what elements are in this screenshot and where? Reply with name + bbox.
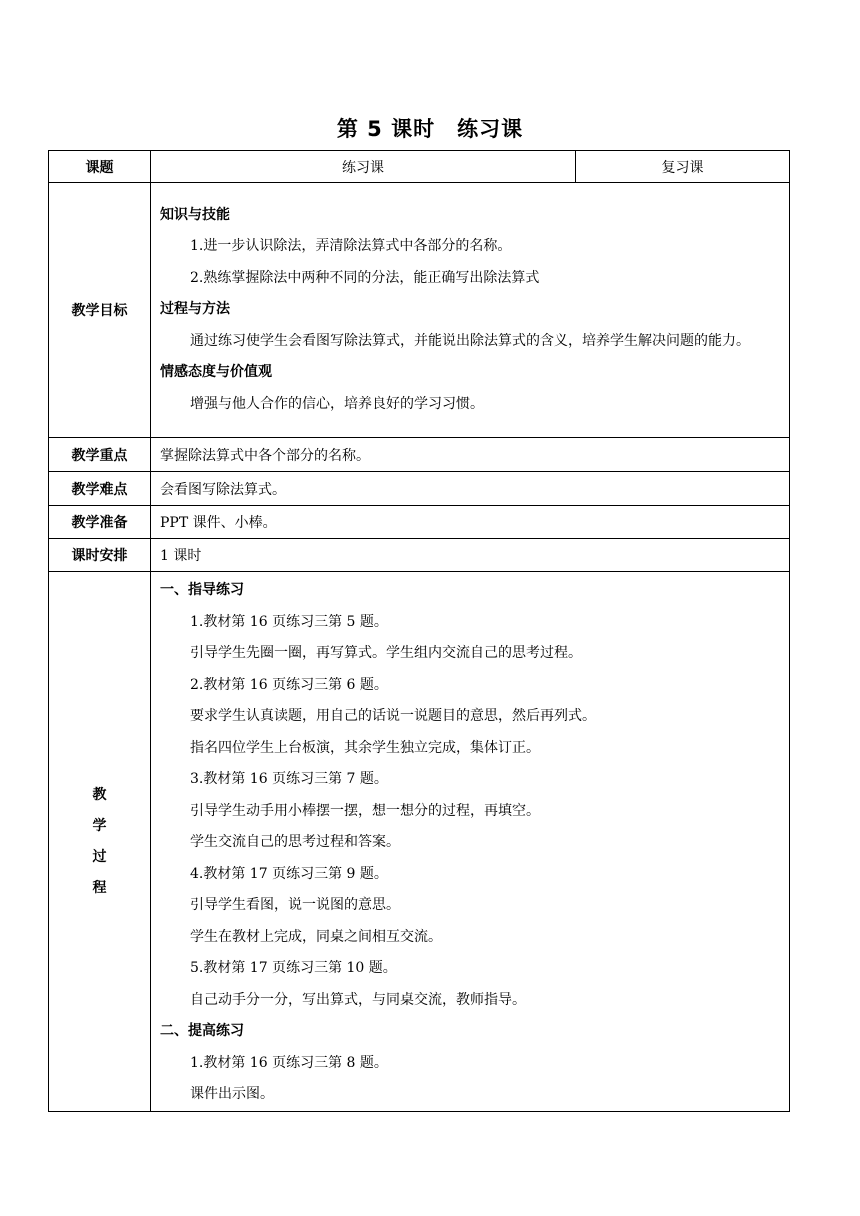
process-line: 引导学生动手用小棒摆一摆，想一想分的过程，再填空。 — [190, 802, 540, 819]
row-schedule — [49, 539, 790, 572]
focus-value: 掌握除法算式中各个部分的名称。 — [151, 438, 790, 472]
goals-heading-knowledge: 知识与技能 — [160, 206, 230, 223]
process-line: 指名四位学生上台板演，其余学生独立完成，集体订正。 — [190, 739, 540, 756]
row-goals — [49, 183, 790, 438]
goals-item-1: 1.进一步认识除法，弄清除法算式中各部分的名称。 — [190, 238, 512, 255]
goals-item-4: 增强与他人合作的信心，培养良好的学习习惯。 — [190, 395, 484, 412]
schedule-label: 课时安排 — [49, 539, 151, 572]
process-content — [151, 572, 790, 1112]
difficulty-value: 会看图写除法算式。 — [151, 472, 790, 506]
process-line: 5.教材第 17 页练习三第 10 题。 — [190, 960, 397, 976]
process-label — [49, 572, 151, 1112]
focus-label: 教学重点 — [49, 438, 151, 472]
process-line: 引导学生先圈一圈，再写算式。学生组内交流自己的思考过程。 — [190, 645, 582, 661]
difficulty-label: 教学难点 — [49, 472, 151, 506]
goals-item-2: 2.熟练掌握除法中两种不同的分法，能正确写出除法算式 — [190, 269, 540, 286]
goals-heading-attitude: 情感态度与价值观 — [160, 364, 272, 381]
process-label-char: 教 — [92, 786, 107, 803]
goals-label: 教学目标 — [49, 183, 151, 438]
process-section-1: 一、指导练习 — [160, 582, 244, 598]
row-difficulty — [49, 472, 790, 506]
process-line: 引导学生看图，说一说图的意思。 — [190, 897, 400, 913]
process-line: 3.教材第 16 页练习三第 7 题。 — [190, 771, 388, 787]
process-line: 1.教材第 16 页练习三第 8 题。 — [190, 1054, 388, 1071]
prep-value: PPT 课件、小棒。 — [151, 506, 790, 539]
goals-item-3: 通过练习使学生会看图写除法算式，并能说出除法算式的含义，培养学生解决问题的能力。 — [190, 332, 750, 349]
process-line: 2.教材第 16 页练习三第 6 题。 — [190, 676, 388, 693]
row-focus — [49, 438, 790, 472]
process-line: 1.教材第 16 页练习三第 5 题。 — [190, 613, 388, 630]
process-label-char: 程 — [92, 879, 107, 896]
goals-heading-process: 过程与方法 — [160, 301, 230, 318]
topic-label: 课题 — [49, 151, 151, 183]
row-prep — [49, 506, 790, 539]
process-line: 要求学生认真读题，用自己的话说一说题目的意思，然后再列式。 — [190, 708, 596, 724]
lesson-plan-table — [48, 150, 790, 1112]
page-title: 第 5 课时 练习课 — [336, 117, 524, 141]
row-topic — [49, 151, 790, 183]
process-line: 课件出示图。 — [190, 1086, 274, 1102]
topic-type: 复习课 — [576, 151, 790, 183]
process-line: 自己动手分一分，写出算式，与同桌交流，教师指导。 — [190, 991, 526, 1008]
process-line: 4.教材第 17 页练习三第 9 题。 — [190, 865, 388, 882]
process-label-char: 过 — [92, 848, 107, 865]
goals-content — [151, 183, 790, 438]
row-process — [49, 572, 790, 1112]
process-label-char: 学 — [92, 817, 107, 834]
process-line: 学生交流自己的思考过程和答案。 — [190, 834, 400, 850]
schedule-value: 1 课时 — [151, 539, 790, 572]
prep-label: 教学准备 — [49, 506, 151, 539]
topic-value: 练习课 — [151, 151, 576, 183]
process-section-2: 二、提高练习 — [160, 1023, 244, 1039]
process-line: 学生在教材上完成，同桌之间相互交流。 — [190, 928, 442, 945]
